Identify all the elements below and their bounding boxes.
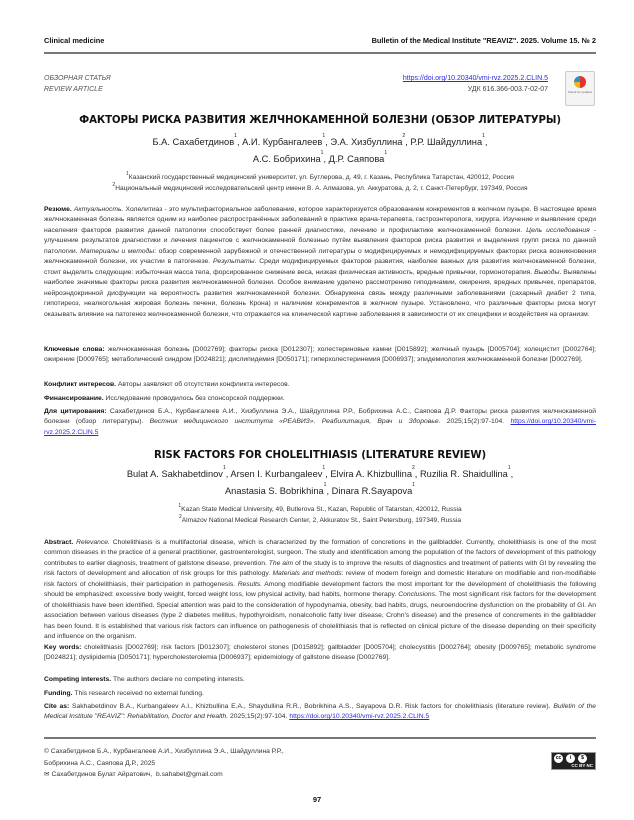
abstract-ru: [44, 205, 596, 320]
funding-ru: [44, 394, 596, 404]
text-segment: желчнокаменная болезнь [D002769]; факторы риска [D012307]; холестериновые камни [D015892]; желчный пузырь [D005704]; холецистит [D002764]; ожирение [D009765]; метаболический синдром [D024821]; дислипидемия [D050171]; гиперхолестеринемия [D006937]; эпидемиология желчнокаменной болезни [D002769].: [44, 346, 596, 364]
footer-rule: [44, 737, 596, 739]
affiliation-mark: 1: [320, 150, 324, 156]
author-name: Б.А. Сахабетдинов: [152, 137, 235, 147]
author-name: Р.Р. Шайдуллина: [410, 137, 483, 147]
affiliation-mark: 2: [178, 514, 182, 520]
text-segment: Bulletin of the Medical Institute "REAVIZ": Rehabilitation, Doctor and Health.: [44, 703, 596, 721]
cc-icon: cc: [555, 755, 562, 761]
affiliation-mark: 1: [384, 150, 388, 156]
section-label: Резюме.: [44, 206, 74, 213]
crossmark-icon: [574, 76, 586, 88]
text-segment: Вестник медицинского института «РЕАВИЗ». Реабилитация, Врач и Здоровье.: [149, 418, 441, 426]
affiliation-mark: 2: [402, 133, 406, 139]
separator: ,: [225, 469, 231, 479]
article-type: [44, 73, 111, 95]
section-label: Abstract.: [44, 539, 77, 546]
section-label: Cite as:: [44, 703, 73, 710]
author-name: Ruzilia R. Shaidullina: [419, 469, 508, 479]
text-segment: Сахабетдинов Б.А., Курбангалеев А.И., Хизбуллина Э.А., Шайдуллина Р.Р., Бобрихина А.С., Саяпова Д.Р. Факторы риска развития желчнокаменной болезни (обзор литературы).: [44, 408, 596, 426]
affiliation-mark: 1: [126, 171, 129, 177]
authors-en: [44, 466, 596, 500]
text-segment: Авторы заявляют об отсутствии конфликта интересов.: [117, 381, 290, 388]
license-text: CC BY NC: [571, 763, 593, 768]
author-name: Anastasia S. Bobrikhina: [224, 486, 324, 496]
text-segment: Исследование проводилось без спонсорской поддержки.: [105, 395, 285, 402]
copyright-line: Бобрихина А.С., Саяпова Д.Р., 2025: [44, 759, 156, 767]
doi-block: [403, 73, 548, 95]
separator: ,: [326, 486, 332, 496]
author-name: Э.А. Хизбуллина: [330, 137, 403, 147]
affiliation-mark: 1: [482, 133, 485, 139]
section-label: Funding.: [44, 690, 75, 697]
text-segment: Актуальность.: [73, 206, 124, 213]
text-segment: This research received no external funding.: [74, 690, 204, 697]
separator: ,: [484, 137, 488, 147]
text-segment: of the study is to improve the results of diagnostics and treatment of patients with GI by revealing the risk factors of development and allocation of risk groups for this pathology.: [44, 559, 596, 578]
contact-name: Сахабетдинов Булат Айратович,: [51, 771, 153, 778]
separator: ,: [323, 154, 329, 164]
affiliation: [44, 183, 596, 194]
doi-link[interactable]: https://doi.org/10.20340/vmi-rvz.2025.2.CLIN.5: [44, 418, 596, 436]
nc-icon: $: [578, 754, 587, 763]
author-name: Dinara R.Sayapova: [331, 486, 413, 496]
separator: ,: [325, 469, 331, 479]
journal-name: Bulletin of the Medical Institute "REAVIZ". 2025. Volume 15. № 2: [371, 36, 596, 45]
doi-link[interactable]: https://doi.org/10.20340/vmi-rvz.2025.2.CLIN.5: [402, 75, 548, 82]
authors-ru: [44, 134, 596, 168]
envelope-icon: ✉: [44, 771, 52, 778]
cc-license-badge[interactable]: [551, 752, 596, 770]
text-segment: Conclusions: [398, 591, 436, 599]
separator: ,: [236, 137, 243, 147]
text-segment: cholelithiasis [D002769]; risk factors [D012307]; cholesterol stones [D015892]; gallbladder [D005704]; cholecystitis [D002764]; obesity [D009765]; metabolic syndrome [D024821]; dyslipidemia [D050171]; hypercholesterolemia [D006937]; epidemiology of gallstone disease [D002769].: [44, 644, 596, 662]
header-rule: [44, 52, 596, 54]
contact-email[interactable]: b.sahabet@gmail.com: [156, 771, 223, 778]
affiliation-mark: 1: [322, 133, 326, 139]
citation-en: [44, 702, 596, 723]
text-segment: Among modifiable development factors the most important for the development of cholelithiasis the following should be emphasized: excessive body weight, forced weight loss, low physical activity, bad habits, hormone therapy.: [44, 580, 596, 599]
text-segment: The authors declare no competing interests.: [113, 676, 245, 683]
text-segment: : обзор современной зарубежной и отечественной литературы о модифицируемых и немодифицируемых факторах риска возникновения желчнокаменной болезни, их участии в патогенезе.: [44, 247, 597, 266]
text-segment: Sakhabetdinov B.A., Kurbangaleev A.I., Khizbullina E.A., Shaydullina R.R., Bobrikhina A.S., Sayapova D.R. Risk factors for cholelithiasis (literature review).: [72, 703, 554, 710]
text-segment: Материалы и методы: [80, 247, 155, 255]
text-segment: - улучшение результатов диагностики и лечения пациентов с желчнокаменной болезнью путём выявления факторов риска развития и выделения групп риска по данной патологии.: [44, 226, 597, 255]
title-en: RISK FACTORS FOR CHOLELITHIASIS (LITERATURE REVIEW): [153, 450, 487, 461]
affiliations-en: [44, 504, 596, 526]
affiliation-mark: 1: [222, 465, 226, 471]
section-label: Для цитирования:: [44, 408, 110, 415]
affiliation: [44, 515, 596, 526]
running-header: [44, 36, 596, 45]
text-segment: Results.: [237, 580, 263, 588]
competing-interests-en: [44, 675, 596, 685]
keywords-en: [44, 643, 596, 664]
affiliation-mark: 2: [412, 465, 415, 471]
affiliation-text: Almazov National Medical Research Center, 2, Akkuratov St., Saint Petersburg, 197349, Russia: [181, 517, 462, 524]
text-segment: Cholelithiasis is a multifactorial disease, which is characterized by the formation of concretions in the gallbladder. Currently, cholelithiasis is one of the most common diseases in the practice of a general practitioner, gastroenterologist, surgeon. The study and identification among the population of the factors of development of this pathology contributes to earlier diagnosis, treatment of gallstone disease, prevention.: [44, 539, 596, 567]
author-name: А.С. Бобрихина: [252, 154, 321, 164]
separator: ,: [510, 469, 514, 479]
affiliation: [44, 504, 596, 515]
affiliation-mark: 1: [322, 465, 326, 471]
affiliation: [44, 172, 596, 183]
title-ru: ФАКТОРЫ РИСКА РАЗВИТИЯ ЖЕЛЧНОКАМЕННОЙ БОЛЕЗНИ (ОБЗОР ЛИТЕРАТУРЫ): [79, 115, 561, 126]
text-segment: : review of modern foreign and domestic literature on modifiable and non-modifiable risk factors of cholelithiasis, their participation in pathogenesis.: [44, 570, 596, 588]
text-segment: Холелитиаз - это мультифакториальное заболевание, которое характеризуется образованием конкрементов в желчном пузыре. В настоящее время желчнокаменная болезнь является одним из наиболее распространённых заболеваний в практике врача-терапевта, гастроэнтеролога, хирурга. Изучение и выявление среди населения факторов развития данной патологии способствует более ранней диагностике, лечению и профилактике желчнокаменной болезни.: [44, 206, 596, 234]
author-name: Bulat A. Sakhabetdinov: [126, 469, 223, 479]
text-segment: The aim: [268, 559, 294, 567]
text-segment: 2025;15(2):97-104.: [228, 713, 290, 721]
affiliation-mark: 1: [178, 503, 182, 509]
affiliation-text: Национальный медицинский исследовательский центр имени В. А. Алмазова, ул. Аккуратова, д. 2, г. Санкт-Петербург, 197349, Россия: [115, 185, 528, 192]
udc-code: УДК 616.366-003.7-02-07: [467, 86, 548, 93]
author-name: А.И. Курбангалеев: [242, 137, 323, 147]
affiliations-ru: [44, 172, 596, 194]
copyright-line: © Сахабетдинов Б.А., Курбангалеев А.И., Хизбуллина Э.А., Шайдуллина Р.Р.,: [44, 748, 284, 755]
text-segment: Materials and methods: [272, 570, 342, 578]
author-name: Elvira A. Khizbullina: [330, 469, 412, 479]
author-name: Д.Р. Саяпова: [328, 154, 385, 164]
section-label: Ключевые слова:: [44, 346, 108, 353]
by-icon: i: [566, 754, 575, 763]
doi-link[interactable]: https://doi.org/10.20340/vmi-rvz.2025.2.CLIN.5: [289, 713, 430, 721]
funding-en: [44, 689, 596, 699]
text-segment: Выводы: [534, 268, 560, 276]
abstract-en: [44, 538, 596, 643]
text-segment: 2025;15(2):97-104.: [440, 418, 511, 426]
keywords-ru: [44, 345, 596, 366]
section-label: Competing interests.: [44, 676, 114, 683]
text-segment: . The most significant risk factors for the development of cholelithiasis have been identified. Special attention was paid to the consideration of hypodynamia, obesity, bad habits, drugs, neuroendocrine dysfunction on the probability of GI. An association between various diseases (type 2 diabetes mellitus, hypothyroidism, nonalcoholic fatty liver disease, Crohn's disease) and the presence of concrements in the gallbladder has been found. It is established that various risk factors can influence on pathogenesis of cholelithiasis that is reflected on clinical picture of the disease depending on their specificity and influence on the organism.: [44, 591, 597, 641]
text-segment: Результаты: [212, 258, 255, 266]
section-label: Финансирование.: [44, 395, 106, 402]
section-label: Конфликт интересов.: [44, 381, 118, 388]
author-name: Arsen I. Kurbangaleev: [230, 469, 323, 479]
conflict-ru: [44, 380, 596, 390]
section-label: Key words:: [44, 644, 85, 651]
section-name: Clinical medicine: [44, 36, 105, 45]
separator: ,: [414, 469, 420, 479]
article-type-ru: ОБЗОРНАЯ СТАТЬЯ: [44, 75, 111, 82]
citation-ru: [44, 407, 596, 438]
affiliation-mark: 1: [323, 482, 327, 488]
affiliation-mark: 1: [507, 465, 511, 471]
text-segment: . Среди модифицируемых факторов развития, наиболее важных для развития желчнокаменной болезни, стоит выделить следующие: избыточная масса тела, форсированное снижение веса, низкая физическая активность, вредные привычки, гормонотерапия.: [44, 258, 596, 276]
affiliation-mark: 1: [234, 133, 237, 139]
badge-label: Check for updates: [567, 90, 593, 94]
text-segment: . Выявлены наиболее значимые факторы риска развития желчнокаменной болезни. Особое внимание уделено рассмотрению гиподинамии, ожирения, вредных привычек, препаратов, нейроэндокринной дисфункции на вероятность развития желчнокаменной болезни. Обнаружена связь между различными заболеваниями (сахарный диабет 2 типа, гипотиреоз, неалкогольная жировая болезнь печени, болезнь Крона) и наличием конкрементов в желчном пузыре. Установлено, что различные факторы риска могут оказывать влияние на патогенез желчнокаменной болезни, что отражается на клинической картине заболевания в зависимости от их специфики и воздействия на организм.: [44, 268, 597, 318]
article-type-en: REVIEW ARTICLE: [44, 86, 103, 93]
separator: ,: [405, 137, 411, 147]
text-segment: Relevance.: [76, 539, 110, 546]
affiliation-mark: 2: [112, 182, 116, 188]
check-for-updates-badge[interactable]: [565, 71, 595, 106]
affiliation-text: Казанский государственный медицинский университет, ул. Бутлерова, д. 49, г. Казань, Республика Татарстан, 420012, Россия: [128, 174, 514, 181]
text-segment: Цель исследования: [526, 226, 590, 234]
affiliation-text: Kazan State Medical University, 49, Butlerova St., Kazan, Republic of Tatarstan, 420012, Russia: [181, 506, 462, 513]
page-number: 97: [312, 795, 322, 804]
affiliation-mark: 1: [412, 482, 416, 488]
separator: ,: [325, 137, 331, 147]
footer-copyright: [44, 746, 284, 781]
